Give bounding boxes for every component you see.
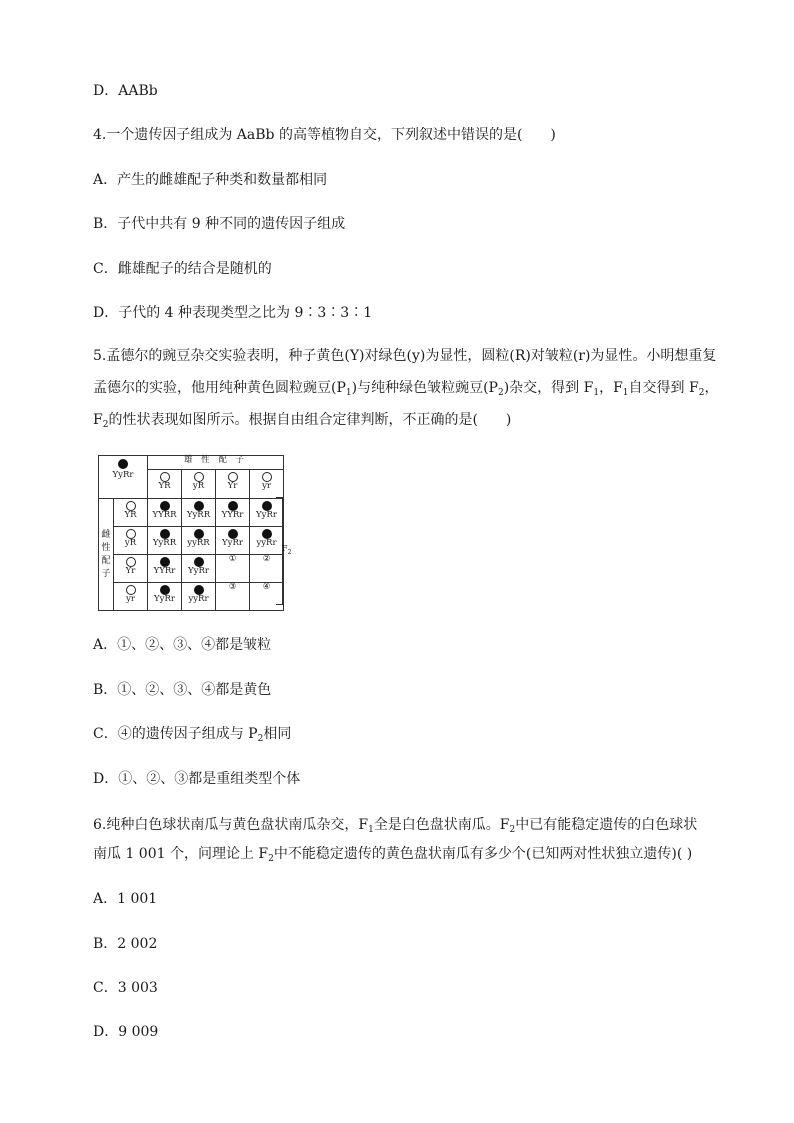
- offspring-cell: YYRR: [148, 499, 182, 527]
- green-pea-icon: [118, 459, 128, 469]
- q5-option-d: D．①、②、③都是重组类型个体: [93, 771, 301, 787]
- offspring-cell: YyRr: [250, 499, 284, 527]
- offspring-unknown-cell: ③: [216, 583, 250, 611]
- q5-option-c: C．④的遗传因子组成与 $P_2$相同: [93, 726, 292, 744]
- q4-option-b: B．子代中共有 9 种不同的遗传因子组成: [93, 216, 346, 232]
- q4-option-a: A．产生的雌雄配子种类和数量都相同: [93, 172, 328, 188]
- q6-stem-line1: 6.纯种白色球状南瓜与黄色盘状南瓜杂交，$F_1$全是白色盘状南瓜。$F_2$中已有能稳定遗传的白色球状: [93, 817, 698, 835]
- q4-stem: 4.一个遗传因子组成为 AaBb 的高等植物自交，下列叙述中错误的是( ): [93, 127, 556, 143]
- female-gamete-header: 雄 性 配 子: [148, 456, 284, 470]
- gamete-header-cell: YR: [148, 470, 182, 499]
- offspring-cell: YyRr: [148, 583, 182, 611]
- q6-option-a: A．1 001: [93, 891, 158, 907]
- offspring-cell: YyRR: [148, 527, 182, 555]
- q4-option-c: C．雌雄配子的结合是随机的: [93, 261, 272, 277]
- offspring-unknown-cell: ②: [250, 555, 284, 583]
- q6-stem-line2: 南瓜 1 001 个，问理论上 $F_2$中不能稳定遗传的黄色盘状南瓜有多少个(已知两对性状独立遗传)( ): [93, 846, 693, 864]
- q6-option-d: D．9 009: [93, 1024, 159, 1040]
- q4-option-d: D．子代的 4 种表现类型之比为 9∶3∶3∶1: [93, 305, 373, 321]
- q5-stem-line3: $F_2$的性状表现如图所示。根据自由组合定律判断，不正确的是( ): [93, 412, 512, 430]
- gamete-row-cell: YR: [114, 499, 148, 527]
- offspring-cell: YyRr: [182, 555, 216, 583]
- male-gamete-header: 雌 性 配 子: [99, 499, 114, 611]
- gamete-header-cell: Yr: [216, 470, 250, 499]
- prev-option-d: D．AABb: [93, 83, 158, 99]
- offspring-unknown-cell: ④: [250, 583, 284, 611]
- gamete-row-cell: yR: [114, 527, 148, 555]
- q5-stem-line1: 5.孟德尔的豌豆杂交实验表明，种子黄色(Y)对绿色(y)为显性，圆粒(R)对皱粒(r)为显性。小明想重复: [93, 348, 717, 364]
- offspring-cell: yyRr: [250, 527, 284, 555]
- q6-option-c: C．3 003: [93, 980, 158, 996]
- punnett-figure: [98, 455, 298, 607]
- offspring-cell: yyRr: [182, 583, 216, 611]
- offspring-cell: yyRR: [182, 527, 216, 555]
- gamete-header-cell: yr: [250, 470, 284, 499]
- q5-stem-line2: 孟德尔的实验，他用纯种黄色圆粒豌豆$(P_1)$与纯种绿色皱粒豌豆$(P_2)$杂交，得到 $F_1$，$F_1$自交得到 $F_2$，: [93, 380, 719, 398]
- offspring-unknown-cell: ①: [216, 555, 250, 583]
- offspring-cell: YyRR: [182, 499, 216, 527]
- punnett-table: [98, 455, 284, 611]
- q5-option-b: B．①、②、③、④都是黄色: [93, 682, 272, 698]
- gamete-row-cell: Yr: [114, 555, 148, 583]
- gamete-row-cell: yr: [114, 583, 148, 611]
- corner-genotype: YyRr: [112, 470, 134, 480]
- offspring-cell: YYRr: [216, 499, 250, 527]
- q6-option-b: B．2 002: [93, 936, 158, 952]
- q5-option-a: A．①、②、③、④都是皱粒: [93, 637, 272, 653]
- f2-label: $F_2$: [282, 544, 292, 556]
- offspring-cell: YYRr: [148, 555, 182, 583]
- corner-cell: [99, 456, 148, 499]
- offspring-cell: YyRr: [216, 527, 250, 555]
- gamete-header-cell: yR: [182, 470, 216, 499]
